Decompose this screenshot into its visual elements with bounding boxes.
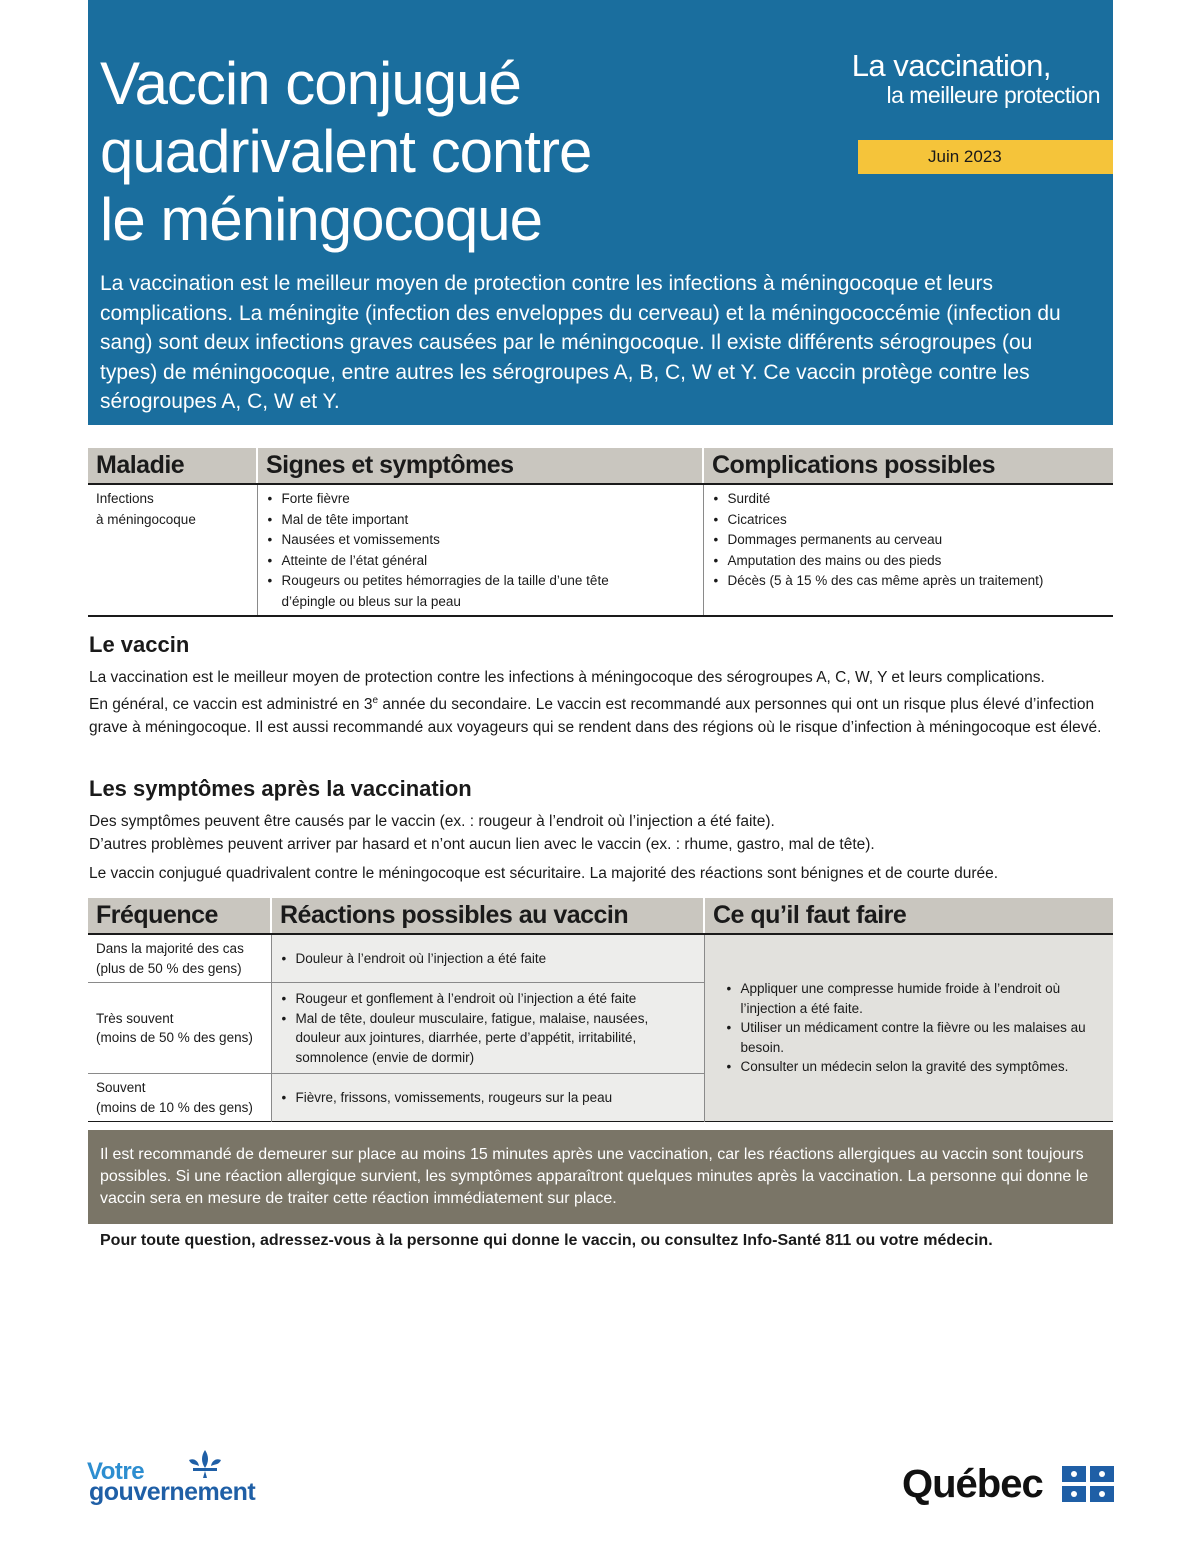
quebec-flag-icon xyxy=(1062,1466,1114,1502)
slogan-sub: la meilleure protection xyxy=(886,82,1100,108)
reactions-list xyxy=(280,949,696,969)
votre-gouvernement-logo xyxy=(87,1448,287,1508)
list-item: • Rougeur et gonflement à l’endroit où l’injection a été faite xyxy=(280,989,696,1009)
list-item: • Rougeurs ou petites hémorragies de la taille d’une tête d’épingle ou bleus sur la peau xyxy=(266,571,666,612)
list-item: • Dommages permanents au cerveau xyxy=(712,530,1106,551)
ordinal-suffix: e xyxy=(372,695,379,706)
frequency-label: Dans la majorité des cas xyxy=(96,941,244,956)
symptoms-line: Le vaccin conjugué quadrivalent contre le méningocoque est sécuritaire. La majorité des réactions sont bénignes et de courte durée. xyxy=(89,865,999,882)
title-line: Vaccin conjugué xyxy=(100,50,521,117)
reactions-table xyxy=(88,898,1113,1122)
complications-cell xyxy=(703,484,1113,616)
column-header: Ce qu’il faut faire xyxy=(704,898,1113,934)
title-line: le méningocoque xyxy=(100,186,543,253)
frequency-label: Très souvent xyxy=(96,1010,174,1026)
list-item: • Mal de tête, douleur musculaire, fatigue, malaise, nausées, douleur aux jointures, diarrhée, perte d’appétit, irritabilité, somnolence (envie de dormir) xyxy=(280,1009,696,1068)
reactions-cell xyxy=(271,934,704,983)
vaccine-p2-end: année du secondaire. Le vaccin est recommandé aux personnes qui ont un risque plus élevé d’infection grave à méningocoque. Il est aussi recommandé aux voyageurs qui se rendent dans des régions où le risque d’infection à méningocoque est élevé. xyxy=(89,696,1102,737)
list-item: • Décès (5 à 15 % des cas même après un traitement) xyxy=(712,571,1106,592)
complications-list xyxy=(712,489,1106,592)
column-header: Réactions possibles au vaccin xyxy=(271,898,704,934)
gov-logo-line2: gouvernement xyxy=(89,1478,256,1506)
disease-table xyxy=(88,448,1113,617)
contact-line: Pour toute question, adressez-vous à la personne qui donne le vaccin, ou consultez Info-Santé 811 ou votre médecin. xyxy=(100,1232,993,1249)
allergy-note: Il est recommandé de demeurer sur place au moins 15 minutes après une vaccination, car les réactions allergiques au vaccin sont toujours possibles. Si une réaction allergique survient, les symptômes apparaîtront quelques minutes après la vaccination. La personne qui donne le vaccin sera en mesure de traiter cette réaction immédiatement sur place. xyxy=(88,1130,1113,1224)
title-line: quadrivalent contre xyxy=(100,118,592,185)
list-item: • Utiliser un médicament contre la fièvre ou les malaises au besoin. xyxy=(725,1018,1102,1057)
list-item: • Atteinte de l’état général xyxy=(266,551,695,572)
quebec-wordmark: Québec xyxy=(902,1462,1043,1506)
date-badge: Juin 2023 xyxy=(858,140,1113,174)
fleur-de-lis-icon xyxy=(183,1448,227,1482)
table-row xyxy=(88,934,1113,983)
frequency-cell xyxy=(88,1074,271,1122)
vaccine-heading: Le vaccin xyxy=(89,632,190,657)
frequency-detail: (moins de 10 % des gens) xyxy=(96,1099,253,1115)
page-title xyxy=(100,50,660,254)
column-header: Fréquence xyxy=(88,898,271,934)
header-banner xyxy=(88,0,1113,425)
list-item: • Douleur à l’endroit où l’injection a été faite xyxy=(280,949,696,969)
vaccine-p2-start: En général, ce vaccin est administré en 3 xyxy=(89,696,373,714)
list-item: • Appliquer une compresse humide froide à l’endroit où l’injection a été faite. xyxy=(725,979,1102,1018)
reactions-cell xyxy=(271,1074,704,1122)
list-item: • Nausées et vomissements xyxy=(266,530,695,551)
list-item: • Consulter un médecin selon la gravité des symptômes. xyxy=(725,1057,1102,1077)
disease-name-line: à méningocoque xyxy=(96,511,196,527)
reactions-cell xyxy=(271,983,704,1074)
column-header: Complications possibles xyxy=(703,448,1113,484)
disease-cell xyxy=(88,484,257,616)
actions-list xyxy=(725,979,1102,1077)
frequency-detail: (moins de 50 % des gens) xyxy=(96,1030,253,1045)
list-item: • Mal de tête important xyxy=(266,510,695,531)
symptoms-heading: Les symptômes après la vaccination xyxy=(89,776,472,801)
slogan-main: La vaccination, xyxy=(851,48,1051,83)
column-header: Maladie xyxy=(88,448,257,484)
list-item: • Surdité xyxy=(712,489,1106,510)
table-row xyxy=(88,484,1113,616)
vaccine-p1: La vaccination est le meilleur moyen de protection contre les infections à méningocoque des sérogroupes A, C, W, Y et leurs complications. xyxy=(89,669,1045,686)
symptoms-cell xyxy=(257,484,703,616)
list-item: • Forte fièvre xyxy=(266,489,695,510)
symptoms-line: Des symptômes peuvent être causés par le vaccin (ex. : rougeur à l’endroit où l’injection a été faite). xyxy=(89,813,775,830)
quebec-logo xyxy=(902,1462,1117,1510)
symptoms-text xyxy=(89,810,1109,885)
intro-paragraph: La vaccination est le meilleur moyen de protection contre les infections à méningocoque et leurs complications. La méningite (infection des enveloppes du cerveau) et la méningococcémie (infection du sang) sont deux infections graves causées par le méningocoque. Il existe différents sérogroupes (ou types) de méningocoque, entre autres les sérogroupes A, B, C, W et Y. Ce vaccin protège contre les sérogroupes A, C, W et Y. xyxy=(100,272,1061,413)
frequency-cell xyxy=(88,983,271,1074)
frequency-cell xyxy=(88,934,271,983)
disease-name-line: Infections xyxy=(96,491,154,506)
vaccine-text xyxy=(89,666,1109,739)
list-item: • Amputation des mains ou des pieds xyxy=(712,551,1106,572)
column-header: Signes et symptômes xyxy=(257,448,703,484)
list-item: • Fièvre, frissons, vomissements, rougeurs sur la peau xyxy=(280,1088,696,1108)
symptoms-list xyxy=(266,489,695,612)
symptoms-line: D’autres problèmes peuvent arriver par hasard et n’ont aucun lien avec le vaccin (ex. : rhume, gastro, mal de tête). xyxy=(89,836,875,853)
reactions-list xyxy=(280,989,696,1067)
list-item: • Cicatrices xyxy=(712,510,1106,531)
reactions-list xyxy=(280,1088,696,1108)
frequency-label: Souvent xyxy=(96,1080,146,1095)
frequency-detail: (plus de 50 % des gens) xyxy=(96,960,242,976)
gov-logo-line1: Votre xyxy=(87,1458,145,1485)
actions-cell xyxy=(704,934,1113,1122)
